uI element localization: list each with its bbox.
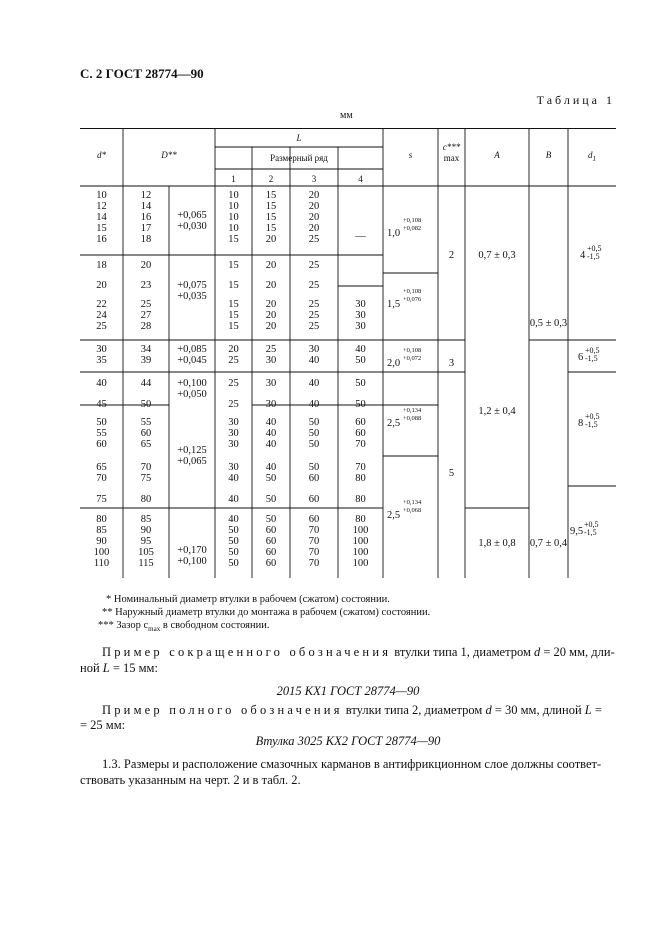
cell-L3-g4: 30 bbox=[308, 344, 320, 355]
cell-d-g1: 10 bbox=[96, 190, 107, 201]
cell-L4-r45: 50 bbox=[355, 399, 366, 410]
cell-d-g1: 16 bbox=[96, 234, 107, 245]
dimensions-table bbox=[80, 128, 616, 578]
s-tolerance-lo: +0,088 bbox=[403, 415, 422, 422]
s-tolerance-lo: +0,076 bbox=[403, 296, 422, 303]
cell-D-g6: 60 bbox=[140, 428, 152, 439]
cell-L2-g1: 15 bbox=[265, 212, 277, 223]
d1-tolerance-lo: -1,5 bbox=[585, 420, 598, 429]
cell-L4-g9: 100 bbox=[352, 525, 369, 536]
cell-L3-g1: 20 bbox=[308, 223, 320, 234]
cell-L3-g3: 25 bbox=[308, 321, 320, 332]
cell-d-g6: 55 bbox=[96, 428, 107, 439]
cell-d-g3: 25 bbox=[96, 321, 107, 332]
example1-line2: ной L = 15 мм: bbox=[80, 661, 158, 675]
cell-L4-dash: — bbox=[355, 231, 366, 242]
cell-d-g1: 12 bbox=[96, 201, 107, 212]
cell-d-g7: 65 bbox=[96, 462, 107, 473]
cell-L4-g3: 30 bbox=[355, 321, 366, 332]
d1-tolerance-lo: -1,5 bbox=[585, 354, 598, 363]
header-series-4: 4 bbox=[358, 174, 363, 184]
D-tolerance-up: +0,170 bbox=[177, 545, 207, 556]
cell-D-g9: 95 bbox=[140, 536, 152, 547]
cell-L2-g1: 15 bbox=[265, 190, 277, 201]
d1-tolerance-up: +0,5 bbox=[585, 346, 600, 355]
s-value: 1,5 bbox=[387, 299, 401, 310]
cell-L2-g4: 30 bbox=[265, 355, 277, 366]
cell-L2-g7: 50 bbox=[265, 473, 277, 484]
cell-d-g6: 50 bbox=[96, 417, 107, 428]
cell-D-g1: 16 bbox=[140, 212, 152, 223]
cell-L3-r18: 25 bbox=[308, 260, 320, 271]
cell-L3-r45: 40 bbox=[308, 399, 320, 410]
cell-L2-g6: 40 bbox=[265, 439, 277, 450]
cell-D-g9: 115 bbox=[138, 558, 154, 569]
s-value: 2,5 bbox=[387, 510, 401, 521]
header-c: c*** bbox=[442, 142, 461, 152]
example2-designation: Втулка 3025 КХ2 ГОСТ 28774—90 bbox=[255, 734, 441, 748]
B-value: 0,5 ± 0,3 bbox=[529, 318, 568, 329]
cell-d-r18: 18 bbox=[96, 260, 107, 271]
cell-d-r75: 75 bbox=[96, 494, 107, 505]
D-tolerance-lo: +0,035 bbox=[177, 291, 207, 302]
s-value: 2,5 bbox=[387, 418, 401, 429]
c-value: 5 bbox=[448, 468, 455, 479]
cell-D-r75: 80 bbox=[140, 494, 152, 505]
cell-D-g7: 75 bbox=[140, 473, 152, 484]
cell-L3-g7: 60 bbox=[308, 473, 320, 484]
cell-D-g1: 17 bbox=[140, 223, 152, 234]
cell-D-g3: 27 bbox=[140, 310, 152, 321]
cell-D-g4: 39 bbox=[140, 355, 152, 366]
cell-L4-g6: 60 bbox=[355, 428, 366, 439]
cell-L1-g9: 50 bbox=[228, 558, 239, 569]
cell-L1-g1: 15 bbox=[228, 234, 239, 245]
cell-D-g3: 25 bbox=[140, 299, 152, 310]
cell-L1-g9: 50 bbox=[228, 525, 239, 536]
cell-L2-g3: 20 bbox=[265, 310, 277, 321]
example2-line1: Пример полного обозначения втулки типа 2, диаметром d = 30 мм, длиной L = bbox=[102, 703, 602, 717]
c-value: 3 bbox=[448, 358, 455, 369]
header-B: B bbox=[545, 150, 552, 160]
cell-L1-g7: 30 bbox=[228, 462, 239, 473]
s-tolerance-lo: +0,068 bbox=[403, 507, 422, 514]
cell-D-g7: 70 bbox=[140, 462, 152, 473]
cell-L4-g4: 50 bbox=[355, 355, 366, 366]
header-L: L bbox=[296, 133, 302, 143]
cell-L2-r45: 30 bbox=[265, 399, 277, 410]
cell-L3-g4: 40 bbox=[308, 355, 320, 366]
header-s: s bbox=[408, 150, 413, 160]
cell-d-r20: 20 bbox=[96, 280, 107, 291]
A-value: 1,2 ± 0,4 bbox=[478, 406, 516, 417]
page-header: С. 2 ГОСТ 28774—90 bbox=[80, 66, 204, 81]
cell-L3-g3: 25 bbox=[308, 299, 320, 310]
cell-d-g4: 35 bbox=[96, 355, 107, 366]
cell-L1-g7: 40 bbox=[228, 473, 239, 484]
header-series-2: 2 bbox=[268, 174, 274, 184]
d1-value: 4 bbox=[580, 250, 586, 261]
cell-L1-g6: 30 bbox=[228, 417, 239, 428]
cell-L3-g1: 25 bbox=[308, 234, 320, 245]
cell-L2-g6: 40 bbox=[265, 428, 277, 439]
cell-L4-g6: 70 bbox=[355, 439, 366, 450]
cell-D-g3: 28 bbox=[140, 321, 152, 332]
d1-tolerance-up: +0,5 bbox=[587, 244, 602, 253]
cell-L1-r45: 25 bbox=[228, 399, 239, 410]
cell-D-r20: 23 bbox=[140, 280, 152, 291]
cell-L3-g6: 50 bbox=[308, 417, 320, 428]
cell-L2-g9: 60 bbox=[265, 558, 277, 569]
cell-L1-r75: 40 bbox=[228, 494, 239, 505]
cell-L2-r20: 20 bbox=[265, 280, 277, 291]
cell-L1-g3: 15 bbox=[228, 321, 239, 332]
cell-D-g9: 90 bbox=[140, 525, 152, 536]
cell-L3-g1: 20 bbox=[308, 190, 320, 201]
d1-value: 8 bbox=[578, 418, 584, 429]
s-tolerance-up: +0,108 bbox=[403, 288, 422, 295]
cell-L1-g9: 50 bbox=[228, 536, 239, 547]
cell-L3-g9: 70 bbox=[308, 558, 320, 569]
cell-d-g3: 22 bbox=[96, 299, 107, 310]
cell-D-g1: 14 bbox=[140, 201, 152, 212]
cell-L1-g4: 25 bbox=[228, 355, 239, 366]
cell-L4-r75: 80 bbox=[355, 494, 366, 505]
cell-L4-g9: 100 bbox=[352, 558, 369, 569]
cell-L3-g9: 70 bbox=[308, 525, 320, 536]
cell-d-g6: 60 bbox=[96, 439, 107, 450]
cell-D-g6: 55 bbox=[140, 417, 152, 428]
cell-L3-g6: 50 bbox=[308, 439, 320, 450]
d1-tolerance-up: +0,5 bbox=[585, 412, 600, 421]
cell-L2-r75: 50 bbox=[265, 494, 277, 505]
cell-L2-r18: 20 bbox=[265, 260, 277, 271]
cell-d-g9: 90 bbox=[96, 536, 107, 547]
example1-line1: Пример сокращенного обозначения втулки типа 1, диаметром d = 20 мм, дли- bbox=[102, 645, 615, 659]
cell-L4-g3: 30 bbox=[355, 310, 366, 321]
cell-L3-g9: 70 bbox=[308, 536, 320, 547]
table-label: Таблица 1 bbox=[536, 93, 615, 107]
cell-L4-g9: 80 bbox=[355, 514, 366, 525]
cell-L2-g9: 60 bbox=[265, 547, 277, 558]
cell-L2-g1: 15 bbox=[265, 201, 277, 212]
cell-L1-g3: 15 bbox=[228, 310, 239, 321]
cell-L1-r18: 15 bbox=[228, 260, 239, 271]
cell-L1-g6: 30 bbox=[228, 439, 239, 450]
cell-D-g4: 34 bbox=[140, 344, 152, 355]
cell-L1-r20: 15 bbox=[228, 280, 239, 291]
D-tolerance-up: +0,065 bbox=[177, 210, 207, 221]
cell-d-g3: 24 bbox=[96, 310, 107, 321]
A-value: 0,7 ± 0,3 bbox=[478, 250, 516, 261]
header-series-1: 1 bbox=[231, 174, 236, 184]
cell-L2-g3: 20 bbox=[265, 321, 277, 332]
cell-d-g7: 70 bbox=[96, 473, 107, 484]
s-tolerance-up: +0,108 bbox=[403, 217, 422, 224]
cell-d-r45: 45 bbox=[96, 399, 107, 410]
cell-L3-g9: 70 bbox=[308, 547, 320, 558]
cell-L4-g7: 80 bbox=[355, 473, 366, 484]
cell-L4-g9: 100 bbox=[352, 547, 369, 558]
D-tolerance-up: +0,100 bbox=[177, 378, 207, 389]
cell-L1-g4: 20 bbox=[228, 344, 239, 355]
c-value: 2 bbox=[448, 250, 455, 261]
cell-L2-g6: 40 bbox=[265, 417, 277, 428]
header-d: d* bbox=[97, 150, 106, 160]
cell-L2-g3: 20 bbox=[265, 299, 277, 310]
s-tolerance-lo: +0,072 bbox=[403, 355, 422, 362]
D-tolerance-lo: +0,100 bbox=[177, 556, 207, 567]
header-D: D** bbox=[161, 150, 177, 160]
cell-d-g4: 30 bbox=[96, 344, 107, 355]
cell-L2-g9: 60 bbox=[265, 536, 277, 547]
cell-L4-r40: 50 bbox=[355, 378, 366, 389]
cell-D-r40: 44 bbox=[140, 378, 152, 389]
cell-L3-r40: 40 bbox=[308, 378, 320, 389]
cell-d-g1: 14 bbox=[96, 212, 107, 223]
d1-value: 9,5 bbox=[570, 526, 584, 537]
cell-L4-g9: 100 bbox=[352, 536, 369, 547]
s-value: 2,0 bbox=[387, 358, 401, 369]
cell-L2-g4: 25 bbox=[265, 344, 277, 355]
cell-L2-g9: 60 bbox=[265, 525, 277, 536]
d1-tolerance-up: +0,5 bbox=[584, 520, 599, 529]
cell-D-g9: 105 bbox=[138, 547, 154, 558]
d1-tolerance-lo: -1,5 bbox=[584, 528, 597, 537]
s-tolerance-up: +0,134 bbox=[403, 407, 422, 414]
cell-L3-r75: 60 bbox=[308, 494, 320, 505]
s-value: 1,0 bbox=[387, 228, 401, 239]
cell-D-g9: 85 bbox=[140, 514, 152, 525]
example2-line2: = 25 мм: bbox=[80, 718, 126, 732]
A-value: 1,8 ± 0,8 bbox=[478, 538, 516, 549]
footnote-3: *** Зазор $c_{max}$ в свободном состоянии. bbox=[98, 620, 270, 634]
cell-L2-r40: 30 bbox=[265, 378, 277, 389]
cell-d-g9: 85 bbox=[96, 525, 107, 536]
cell-L3-g3: 25 bbox=[308, 310, 320, 321]
cell-L1-r40: 25 bbox=[228, 378, 239, 389]
cell-L3-g1: 20 bbox=[308, 201, 320, 212]
header-series-3: 3 bbox=[311, 174, 317, 184]
cell-L2-g9: 50 bbox=[265, 514, 277, 525]
cell-L3-g7: 50 bbox=[308, 462, 320, 473]
header-A: A bbox=[494, 150, 500, 160]
D-tolerance-up: +0,075 bbox=[177, 280, 207, 291]
cell-L3-g6: 50 bbox=[308, 428, 320, 439]
cell-L4-g7: 70 bbox=[355, 462, 366, 473]
cell-D-g1: 18 bbox=[140, 234, 152, 245]
cell-d-g9: 80 bbox=[96, 514, 107, 525]
cell-L4-g6: 60 bbox=[355, 417, 366, 428]
cell-L3-g9: 60 bbox=[308, 514, 320, 525]
header-c-max: max bbox=[443, 153, 460, 163]
cell-L1-g1: 10 bbox=[228, 201, 239, 212]
D-tolerance-lo: +0,065 bbox=[177, 456, 207, 467]
cell-L1-g1: 10 bbox=[228, 190, 239, 201]
cell-D-g6: 65 bbox=[140, 439, 152, 450]
cell-L1-g1: 10 bbox=[228, 212, 239, 223]
cell-L4-g4: 40 bbox=[355, 344, 366, 355]
cell-L3-r20: 25 bbox=[308, 280, 320, 291]
cell-L4-g3: 30 bbox=[355, 299, 366, 310]
D-tolerance-lo: +0,050 bbox=[177, 389, 207, 400]
cell-d-r40: 40 bbox=[96, 378, 107, 389]
cell-L1-g9: 40 bbox=[228, 514, 239, 525]
cell-L1-g9: 50 bbox=[228, 547, 239, 558]
cell-L2-g7: 40 bbox=[265, 462, 277, 473]
D-tolerance-up: +0,085 bbox=[177, 344, 207, 355]
header-row-series: Размерный ряд bbox=[270, 153, 328, 163]
cell-L3-g1: 20 bbox=[308, 212, 320, 223]
para-1-3-line2: ствовать указанным на черт. 2 и в табл. 2. bbox=[80, 773, 301, 787]
cell-L2-g1: 15 bbox=[265, 223, 277, 234]
d1-value: 6 bbox=[578, 352, 584, 363]
cell-D-g1: 12 bbox=[140, 190, 152, 201]
cell-d-g9: 110 bbox=[93, 558, 110, 569]
para-1-3-line1: 1.3. Размеры и расположение смазочных карманов в антифрикционном слое должны соответ- bbox=[102, 757, 602, 771]
D-tolerance-lo: +0,030 bbox=[177, 221, 207, 232]
d1-tolerance-lo: -1,5 bbox=[587, 252, 600, 261]
B-value: 0,7 ± 0,4 bbox=[529, 538, 568, 549]
s-tolerance-up: +0,108 bbox=[403, 347, 422, 354]
s-tolerance-up: +0,134 bbox=[403, 499, 422, 506]
cell-d-g1: 15 bbox=[96, 223, 107, 234]
cell-D-r45: 50 bbox=[140, 399, 152, 410]
footnote-1: * Номинальный диаметр втулки в рабочем (сжатом) состоянии. bbox=[106, 594, 390, 605]
s-tolerance-lo: +0,082 bbox=[403, 225, 422, 232]
header-d1: $d_1$ bbox=[588, 150, 596, 163]
D-tolerance-up: +0,125 bbox=[177, 445, 207, 456]
cell-L2-g1: 20 bbox=[265, 234, 277, 245]
footnote-2: ** Наружный диаметр втулки до монтажа в рабочем (сжатом) состоянии. bbox=[102, 607, 431, 618]
example1-designation: 2015 КХ1 ГОСТ 28774—90 bbox=[276, 684, 420, 698]
cell-L1-g6: 30 bbox=[228, 428, 239, 439]
cell-d-g9: 100 bbox=[93, 547, 110, 558]
D-tolerance-lo: +0,045 bbox=[177, 355, 207, 366]
cell-D-r18: 20 bbox=[140, 260, 152, 271]
cell-L1-g1: 10 bbox=[228, 223, 239, 234]
cell-L1-g3: 15 bbox=[228, 299, 239, 310]
units-label: мм bbox=[340, 110, 353, 121]
